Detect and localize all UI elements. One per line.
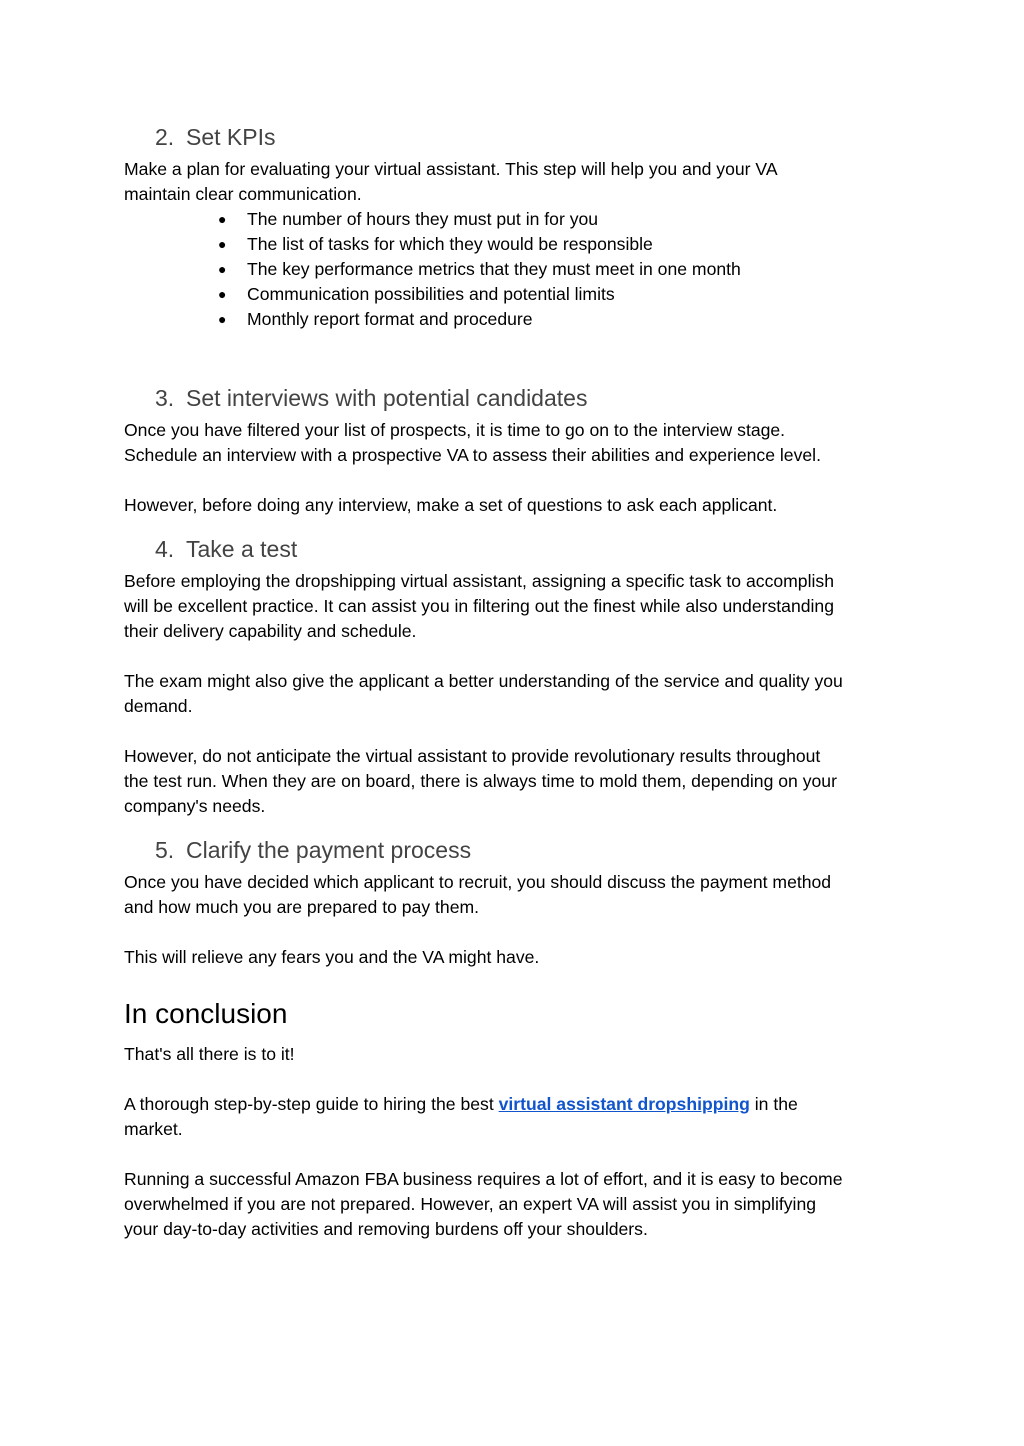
heading-title: Set interviews with potential candidates (186, 385, 588, 411)
kpis-intro (124, 157, 904, 207)
payment-paragraph-2: This will relieve any fears you and the VA might have. (124, 947, 540, 967)
list-item (218, 232, 904, 257)
list-item (218, 282, 904, 307)
bullet-icon: ● (218, 211, 227, 227)
text-line: your day-to-day activities and removing burdens off your shoulders. (124, 1219, 648, 1239)
heading-number: 5. (155, 837, 175, 863)
text-line: overwhelmed if you are not prepared. However, an expert VA will assist you in simplifying (124, 1194, 817, 1214)
heading-set-kpis (124, 122, 904, 152)
conclusion-paragraph-2 (124, 1092, 904, 1142)
heading-set-interviews (124, 383, 904, 413)
conclusion-paragraph-1: That's all there is to it! (124, 1044, 295, 1064)
heading-number: 2. (155, 124, 175, 150)
payment-paragraph-1 (124, 870, 904, 920)
list-item-text: The key performance metrics that they must meet in one month (247, 259, 741, 279)
heading-take-test (124, 534, 904, 564)
heading-title: Clarify the payment process (186, 837, 472, 863)
list-item-text: Monthly report format and procedure (247, 309, 533, 329)
interviews-paragraph-1 (124, 418, 904, 468)
test-paragraph-2 (124, 669, 904, 719)
list-item-text: The number of hours they must put in for you (247, 209, 599, 229)
text-line: market. (124, 1119, 183, 1139)
text-line: Make a plan for evaluating your virtual assistant. This step will help you and your VA (124, 159, 778, 179)
bullet-icon: ● (218, 261, 227, 277)
list-item (218, 257, 904, 282)
heading-number: 3. (155, 385, 175, 411)
test-paragraph-3 (124, 744, 904, 819)
text-line: will be excellent practice. It can assist you in filtering out the finest while also understanding (124, 596, 834, 616)
text-line: Once you have filtered your list of prospects, it is time to go on to the interview stage. (124, 420, 786, 440)
list-item-text: Communication possibilities and potential limits (247, 284, 615, 304)
text-line (124, 1092, 904, 1117)
text-line: However, do not anticipate the virtual assistant to provide revolutionary results throughout (124, 746, 821, 766)
text-run: in the (749, 1094, 798, 1114)
heading-title: Take a test (186, 536, 298, 562)
virtual-assistant-dropshipping-link[interactable]: virtual assistant dropshipping (498, 1094, 750, 1114)
bullet-icon: ● (218, 286, 227, 302)
text-line: Running a successful Amazon FBA business requires a lot of effort, and it is easy to become (124, 1169, 843, 1189)
bullet-icon: ● (218, 311, 227, 327)
text-line: Schedule an interview with a prospective VA to assess their abilities and experience level. (124, 445, 821, 465)
text-line: Before employing the dropshipping virtual assistant, assigning a specific task to accomplish (124, 571, 834, 591)
list-item (218, 307, 904, 332)
text-line: demand. (124, 696, 193, 716)
text-line: maintain clear communication. (124, 184, 362, 204)
heading-number: 4. (155, 536, 175, 562)
test-paragraph-1 (124, 569, 904, 644)
text-line: the test run. When they are on board, there is always time to mold them, depending on your (124, 771, 837, 791)
text-line: company's needs. (124, 796, 266, 816)
list-item-text: The list of tasks for which they would be responsible (247, 234, 653, 254)
text-line: their delivery capability and schedule. (124, 621, 417, 641)
list-item (218, 207, 904, 232)
interviews-paragraph-2: However, before doing any interview, make a set of questions to ask each applicant. (124, 495, 778, 515)
heading-clarify-payment (124, 835, 904, 865)
text-line: Once you have decided which applicant to recruit, you should discuss the payment method (124, 872, 832, 892)
text-line: and how much you are prepared to pay them. (124, 897, 480, 917)
document-page (124, 122, 904, 1242)
text-line: The exam might also give the applicant a better understanding of the service and quality you (124, 671, 843, 691)
text-run: A thorough step-by-step guide to hiring the best (124, 1094, 499, 1114)
conclusion-paragraph-3 (124, 1167, 904, 1242)
bullet-icon: ● (218, 236, 227, 252)
heading-in-conclusion: In conclusion (124, 998, 288, 1029)
kpis-bullet-list (218, 207, 904, 332)
heading-title: Set KPIs (186, 124, 276, 150)
